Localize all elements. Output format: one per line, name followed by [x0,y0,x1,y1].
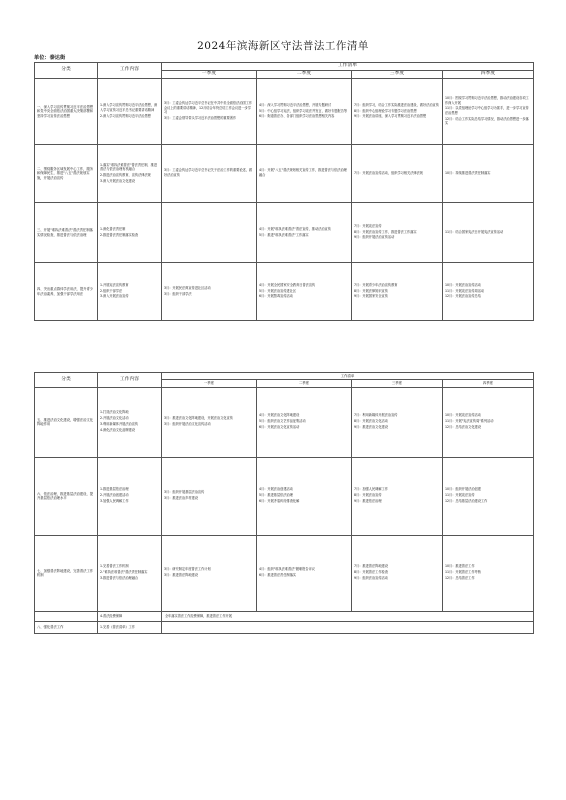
q2-item: 4月：组织"谁执法谁普法"履职报告评议 [259,567,315,572]
q4-item: 11月：开展宪法宣传周活动 [445,288,485,293]
q4-cell [443,535,534,611]
q2-item: 4月：深入学习贯彻习近平法治思想，开展专题研讨 [259,102,332,107]
q4-item: 11月：以党组理论学习中心组学习为抓手，进一步学习宣传法治思想 [445,106,529,115]
content-cell [98,145,162,203]
q2-item: 5月：中心组学习宪法，组织学习宪法并发言，做好专题报告等 [259,108,348,113]
q2-cell [257,457,352,535]
rows1-row [35,79,534,145]
content-cell [98,457,162,535]
content-cell [98,79,162,145]
content-item: 3.利用新媒体开展法治宣传 [100,422,139,427]
q1-cell [162,387,257,457]
q4-item: 12月：开展法治宣传总结 [445,294,481,299]
extra-row-text: 全年落实普法工作经费保障，推进普法工作开展 [162,611,534,621]
category-cell: 三、开展"谁执法谁普法"普法责任制落实情况检查，推进普法与依法治理 [35,203,98,263]
q3-cell [352,79,443,145]
content-item: 3.推进普法与依法治理融合 [100,576,139,581]
q2-cell [257,263,352,321]
q3-cell [352,457,443,535]
q1-header: 一季度 [162,71,257,79]
q4-item: 10月：开展宪法宣传活动 [445,413,481,418]
content-cell [98,203,162,263]
q3-item: 8月：开展法治宣传 [354,493,382,498]
q3-cell [352,203,443,263]
q4-header-2: 四季度 [443,380,534,387]
q2-item: 4月：开展"谁执法谁普法"普法宣传，推动法治宣传 [259,226,331,231]
q4-cell [443,457,534,535]
q1-cell [162,457,257,535]
q2-item: 6月：开展法治文化宣传活动 [259,425,300,430]
q1-item: 3月：组织开展法治文化宣传活动 [164,422,211,427]
category-cell: 四、突出重点群体学法用法，提升青少年法治素养，加强干部学法用法 [35,263,98,321]
q3-item: 7月：推进普法阵地建设 [354,564,388,569]
q3-item: 9月：推进依法治理 [354,499,382,504]
q4-cell [443,263,534,321]
q3-item: 9月：开展法治讲座，深入学习贯彻习近平法治思想 [354,114,427,119]
category-cell: 二、围绕服务区域发展中心工作，服务和保障民生，推进"八五"普法规划实施，开展法治宣传 [35,145,98,203]
q1-cell [162,79,257,145]
q3-cell [352,387,443,457]
content-cell [98,387,162,457]
content-item: 2.深入学习宣传贯彻习近平法治思想 [100,113,151,118]
category-header: 分类 [35,63,98,79]
content-item: 1.推进基层依法治理 [100,487,129,492]
q3-item: 9月：组织开展法治宣传活动 [354,235,395,240]
q2-item: 6月：街道普法办、各部门组织学习法治思想相关内容 [259,114,335,119]
content-item: 4.深化法治文化品牌建设 [100,427,135,432]
q2-item: 6月：推进普法责任制落实 [259,573,297,578]
q2-header-2: 二季度 [257,380,352,387]
q1-item: 3月：工委会传达学习近平总书记在中共中央全面依法治国工作会议上的重要讲话精神，12月结合年终总结工作会议进一步学习 [164,101,253,114]
q4-cell [443,387,534,457]
q3-item: 8月：开展法律知识宣传 [354,288,388,293]
q4-item: 10月：围绕学习贯彻习近平法治思想，推动法治建设各项工作深入开展 [445,96,529,105]
q2-cell [257,145,352,203]
q3-item: 9月：开展国家安全宣传 [354,294,388,299]
content-item: 3.深入开展法治宣传 [100,294,129,299]
q4-item: 12月：总结法治文化建设 [445,425,481,430]
extra-row-content: 4.普法经费保障 [98,611,162,621]
rows2-row [35,457,534,535]
q1-item: 3月：推进普法阵地建设 [164,573,198,578]
q3-item: 7月：开展宪法宣传 [354,223,382,228]
q3-cell [352,535,443,611]
category-cell: 五、推进法治文化建设，增强法治文化阵地作用 [35,387,98,457]
content-item: 2.开展法治文化活动 [100,416,129,421]
content-item: 2.推进法治宣传教育，宣传法律法规 [100,172,151,177]
content-item: 2.组织干部学法 [100,288,123,293]
work-list-table-part2 [34,372,534,634]
last-row-text [162,621,534,633]
q2-cell [257,535,352,611]
q3-item: 7月：加强人民调解工作 [354,487,388,492]
unit-label: 单位：泰达街 [34,55,66,61]
extra-row-category [35,611,98,621]
content-item: 1.打造法治文化阵地 [100,410,129,415]
category-cell: 六、依法治理，推进基层法治建设，提升基层依法治理水平 [35,457,98,535]
q4-item: 11月：开展宪法宣传 [445,493,475,498]
q3-item: 7月：开展法治宣传活动，组织学习相关法律法规 [354,170,423,175]
content-item: 2.开展法治创建活动 [100,493,129,498]
last-row-category: 八、强化普法工作 [35,621,98,633]
q4-item: 10月：持续推进普法责任制落实 [445,170,491,175]
q3-item: 8月：组织中心组理论学习专题学习法治思想 [354,108,417,113]
rows1-row [35,203,534,263]
q2-item: 5月：开展法治宣传进社区 [259,288,297,293]
content-header: 工作内容 [98,63,162,79]
q4-item: 12月：总结基层法治建设工作 [445,499,488,504]
q1-item: 3月：开展民法典宣传进社区活动 [164,285,211,290]
rows1-row [35,263,534,321]
q1-cell [162,203,257,263]
q1-item: 3月：推进法治文化阵地建设，开展法治文化宣传 [164,416,233,421]
q3-header-2: 三季度 [352,380,443,387]
q2-cell [257,387,352,457]
q1-header-2: 一季度 [162,380,257,387]
content-item: 1.完善普法工作机制 [100,564,129,569]
q1-cell [162,535,257,611]
content-item: 1.开展宪法宣传教育 [100,282,129,287]
q2-cell [257,79,352,145]
q2-item: 4月：开展全民国家安全教育日普法宣传 [259,282,316,287]
content-item: 1.深入学习宣传贯彻习近平法治思想，深入学习宣传习近平总书记重要讲话精神 [100,103,158,112]
category-cell: 七、加强普法阵地建设，完善普法工作机制 [35,535,98,611]
content-item: 1.落实"谁执法谁普法"普法责任制，推进普法与依法治理有机融合 [100,162,157,171]
rows2-row [35,535,534,611]
category-header-2: 分类 [35,373,98,388]
q1-item: 3月：推进法治乡村建设 [164,496,198,501]
q3-item: 7月：开展青少年法治宣传教育 [354,282,398,287]
list-header: 工作清单 [162,63,534,71]
q2-item: 5月：组织法治文艺作品征集活动 [259,419,306,424]
last-row-content: 1.完善《普法清单》工作 [98,621,162,633]
q3-item: 9月：推进法治文化建设 [354,425,388,430]
q2-header: 二季度 [257,71,352,79]
q1-item: 3月：研究制定年度普法工作计划 [164,567,211,572]
content-header-2: 工作内容 [98,373,162,388]
q3-item: 8月：开展法治宣传工作，推进普法工作落实 [354,229,417,234]
q2-item: 6月：开展禁毒宣传活动 [259,294,293,299]
content-cell [98,263,162,321]
q2-cell [257,203,352,263]
content-item: 3.加强人民调解工作 [100,499,129,504]
q3-item: 8月：开展法治文化活动 [354,419,388,424]
content-item: 2."谁执法谁普法"普法责任制落实 [100,570,148,575]
category-cell: 一、深入学习宣传贯彻习近平法治思想和党中央全面依法治国重大决策部署和坚持学习宣传法治思想 [35,79,98,145]
q3-item: 8月：开展普法工作检查 [354,570,388,575]
q1-item: 3月：组织开展基层法治宣传 [164,490,205,495]
list-header-2: 工作清单 [162,373,534,380]
content-item: 1.深化普法责任制 [100,226,126,231]
q1-item: 3月：组织干部学法 [164,291,192,296]
q4-cell [443,145,534,203]
q2-item: 4月：开展法治创建活动 [259,487,293,492]
q4-item: 11月：开展普法工作考核 [445,570,481,575]
q3-header: 三季度 [352,71,443,79]
content-item: 3.深入开展法治文化建设 [100,178,135,183]
content-cell [98,535,162,611]
q2-item: 4月：开展法治文化阵地建设 [259,413,300,418]
q3-item: 7月：组织学习，结合工作实际推进法治建设，做好法治宣传 [354,102,439,107]
q4-item: 10月：推进普法工作 [445,564,475,569]
content-item: 2.推进普法责任制落实检查 [100,232,139,237]
q4-item: 12月：总结普法工作 [445,576,475,581]
q1-item: 3月：工委会传达学习近平总书记关于法治工作的重要论述，做好法治宣传 [164,168,253,177]
q4-item: 10月：开展法治宣传活动 [445,282,481,287]
rows2-row [35,387,534,457]
q2-item: 5月：推进基层依法治理 [259,493,293,498]
q3-item: 7月：利用新媒体开展法治宣传 [354,413,398,418]
q1-cell [162,263,257,321]
q4-header: 四季度 [443,71,534,79]
q4-cell [443,79,534,145]
q4-item: 11月：开展"宪法宣传周"系列活动 [445,419,494,424]
rows1-row [35,145,534,203]
q3-cell [352,263,443,321]
q3-cell [352,145,443,203]
q4-item: 12月：结合工作实际总结学习情况，推动法治思想进一步落实 [445,116,529,125]
q2-item: 5月：推进"谁执法谁普法"工作落实 [259,232,309,237]
q1-cell [162,145,257,203]
q2-item: 4月：开展"八五"普法规划相关宣传工作，推进普法与依法治理融合 [259,168,347,177]
q4-item: 11月：结合国家宪法日开展宪法宣传活动 [445,229,504,234]
document-title: 2024年滨海新区守法普法工作清单 [197,40,369,52]
q1-item: 3月：工委会领导带头学习近平法治思想的重要著作 [164,115,237,120]
work-list-table-part1 [34,62,534,321]
q3-item: 9月：组织法治宣传活动 [354,576,388,581]
q4-cell [443,203,534,263]
q2-item: 6月：开展矛盾纠纷排查化解 [259,499,300,504]
q4-item: 10月：组织开展法治创建 [445,487,481,492]
